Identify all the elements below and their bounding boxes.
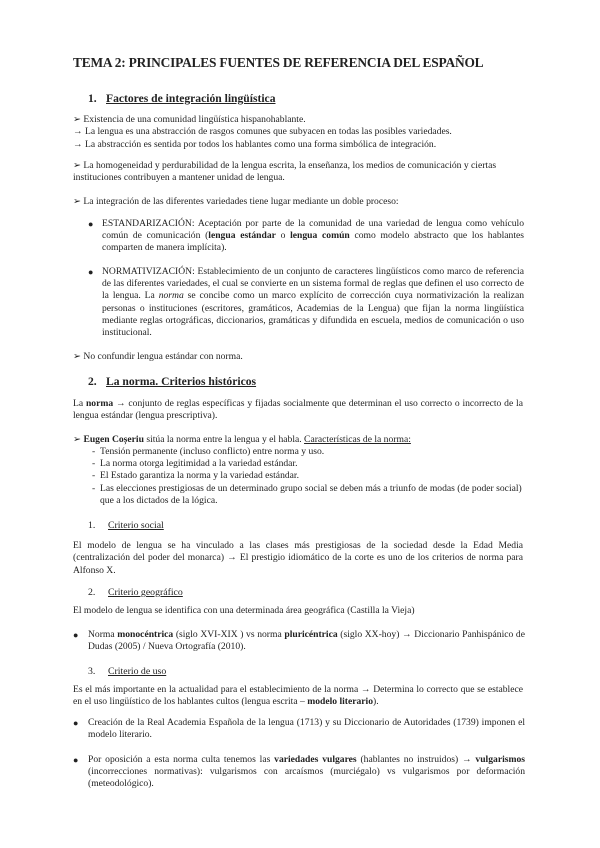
criterion-number: 3. (88, 666, 96, 677)
integration-line-2: → La lengua es una abstracción de rasgos comunes que subyacen en todas las posibles variedades. (73, 126, 452, 138)
criterion-3-text-part: Es el más importante en la actualidad para el establecimiento de la norma → Determina lo correcto que se establece en el uso lingüístico de los hablantes cultos (lengua escrita – (73, 684, 523, 708)
bullet-text: (incorrecciones normativas): vulgarismos con arcaísmos (murciégalo) vs vulgarismos por deformación (meteodológico). (88, 766, 525, 790)
list-item-text: Las elecciones prestigiosas de un determinado grupo social se deben más a triunfo de modas (de poder social) que a los dictados de la lógica. (100, 482, 522, 506)
bullet-text: Norma (88, 629, 118, 640)
criterion-2-heading (88, 587, 183, 598)
arrow-bullet-icon: ➢ (73, 434, 84, 445)
list-item-text: El Estado garantiza la norma y la variedad estándar. (100, 470, 299, 482)
bold-term: lengua estándar (208, 230, 276, 242)
integration-paragraph (73, 114, 523, 151)
criterion-number: 1. (88, 520, 96, 531)
criterion-1-text: El modelo de lengua se ha vinculado a las clases más prestigiosas de la sociedad desde la Edad Media (centralización del poder del monarca) → El prestigio idiomático de la corte es uno de los criterios de norma para Alfonso X. (73, 540, 523, 576)
normativization-bullet (88, 266, 524, 339)
definition-text: La (73, 398, 86, 409)
bullet-text: (siglo XX-hoy) → Diccionario Panhispánico de Dudas (2005) / Nueva Ortografía (2010). (88, 629, 525, 653)
section-2-heading (88, 375, 256, 388)
bold-term: modelo literario (307, 696, 374, 708)
norm-centricity-bullet (73, 629, 525, 653)
homogeneity-paragraph: ➢ La homogeneidad y perdurabilidad de la lengua escrita, la enseñanza, los medios de comunicación y ciertas instituciones contribuyen a mantener unidad de lengua. (73, 160, 497, 184)
author-name: Eugen Coșeriu (83, 434, 144, 445)
list-item: - El Estado garantiza la norma y la variedad estándar. (92, 470, 299, 482)
characteristics-label: Características de la norma: (304, 434, 411, 445)
criterion-3-heading (88, 666, 166, 677)
bullet-dot-icon: ● (88, 267, 94, 277)
bullet-text: ESTANDARIZACIÓN: Aceptación por parte de la comunidad de una variedad de lengua como vehículo común de comunicación ( (102, 218, 524, 242)
criterion-number: 2. (88, 587, 96, 598)
integration-line-1: ➢ Existencia de una comunidad lingüística hispanohablante. (73, 114, 306, 125)
criterion-3-text (73, 684, 523, 709)
bullet-text: como modelo abstracto que los hablantes comparten de manera implícita). (102, 230, 524, 254)
bullet-dot-icon: ● (73, 630, 79, 640)
bold-term: variedades vulgares (274, 754, 357, 765)
criterion-title: Criterio social (108, 520, 164, 531)
bullet-text: Creación de la Real Academia Española de la lengua (1713) y su Diccionario de Autoridades (1739) imponen el modelo literario. (88, 717, 525, 741)
italic-term: norma (158, 290, 184, 302)
section-2-title: La norma. Criterios históricos (106, 375, 257, 388)
section-2-number: 2. (88, 375, 97, 388)
coseriu-paragraph (73, 434, 523, 446)
list-item: - Tensión permanente (incluso conflicto) entre norma y uso. (92, 446, 325, 457)
do-not-confuse-paragraph: ➢ No confundir lengua estándar con norma. (73, 351, 243, 362)
section-1-number: 1. (88, 92, 97, 105)
list-item-text: La norma otorga legitimidad a la variedad estándar. (100, 458, 298, 470)
criterion-2-text: El modelo de lengua se identifica con una determinada área geográfica (Castilla la Vieja) (73, 605, 415, 616)
bullet-dot-icon: ● (73, 718, 79, 728)
section-1-title: Factores de integración lingüística (106, 92, 276, 105)
bullet-dot-icon: ● (73, 755, 79, 765)
page-title: TEMA 2: PRINCIPALES FUENTES DE REFERENCIA DEL ESPAÑOL (73, 55, 484, 70)
bullet-text: se concibe como un marco explícito de corrección cuya normativización la realizan personas o instituciones (escritores, gramáticos, Academias de la Lengua) que fijan la norma lingüística mediante reglas ortográficas, diccionarios, gramáticas y difundida en escuela, medios de comunicación o uso institucional. (102, 290, 524, 339)
rae-bullet (73, 717, 525, 741)
bullet-dot-icon: ● (88, 219, 94, 229)
bullet-text: NORMATIVIZACIÓN: Establecimiento de un conjunto de caracteres lingüísticos como marco de referencia de las diferentes variedades, el cual se convierte en un sistema formal de reglas que definen el uso correcto de la lengua. La (102, 266, 524, 302)
coseriu-text: sitúa la norma entre la lengua y el habla. (143, 434, 305, 445)
criterion-3-text-part: ). (373, 696, 379, 708)
characteristics-list (92, 446, 524, 507)
section-1-heading (88, 92, 276, 105)
vulgar-varieties-bullet (73, 754, 525, 791)
bullet-text: o (275, 230, 291, 242)
criterion-title: Criterio geográfico (108, 587, 183, 598)
bullet-text: (hablantes no instruidos) → (356, 754, 476, 765)
norm-definition (73, 398, 523, 423)
bold-term: pluricéntrica (284, 629, 338, 640)
bullet-text: Por oposición a esta norma culta tenemos las (88, 754, 275, 765)
standardization-bullet (88, 218, 524, 255)
bold-term: vulgarismos (475, 754, 525, 765)
list-item-text: Tensión permanente (incluso conflicto) entre norma y uso. (100, 446, 325, 457)
bold-term: monocéntrica (117, 629, 174, 640)
criterion-title: Criterio de uso (108, 666, 167, 677)
list-item: - La norma otorga legitimidad a la variedad estándar. (92, 458, 298, 470)
bold-term: norma (85, 398, 114, 409)
list-item: - Las elecciones prestigiosas de un determinado grupo social se deben más a triunfo de modas (de poder social) que a los dictados de la lógica. (92, 483, 524, 507)
bold-term: lengua común (290, 230, 350, 242)
definition-text: → conjunto de reglas específicas y fijadas socialmente que determinan el uso correcto o incorrecto de la lengua estándar (lengua prescriptiva). (73, 398, 523, 422)
double-process-paragraph: ➢ La integración de las diferentes variedades tiene lugar mediante un doble proceso: (73, 196, 399, 207)
criterion-1-heading (88, 520, 164, 531)
bullet-text: (siglo XVI-XIX ) vs norma (173, 629, 285, 640)
integration-line-3: → La abstracción es sentida por todos los hablantes como una forma simbólica de integración. (73, 138, 437, 150)
